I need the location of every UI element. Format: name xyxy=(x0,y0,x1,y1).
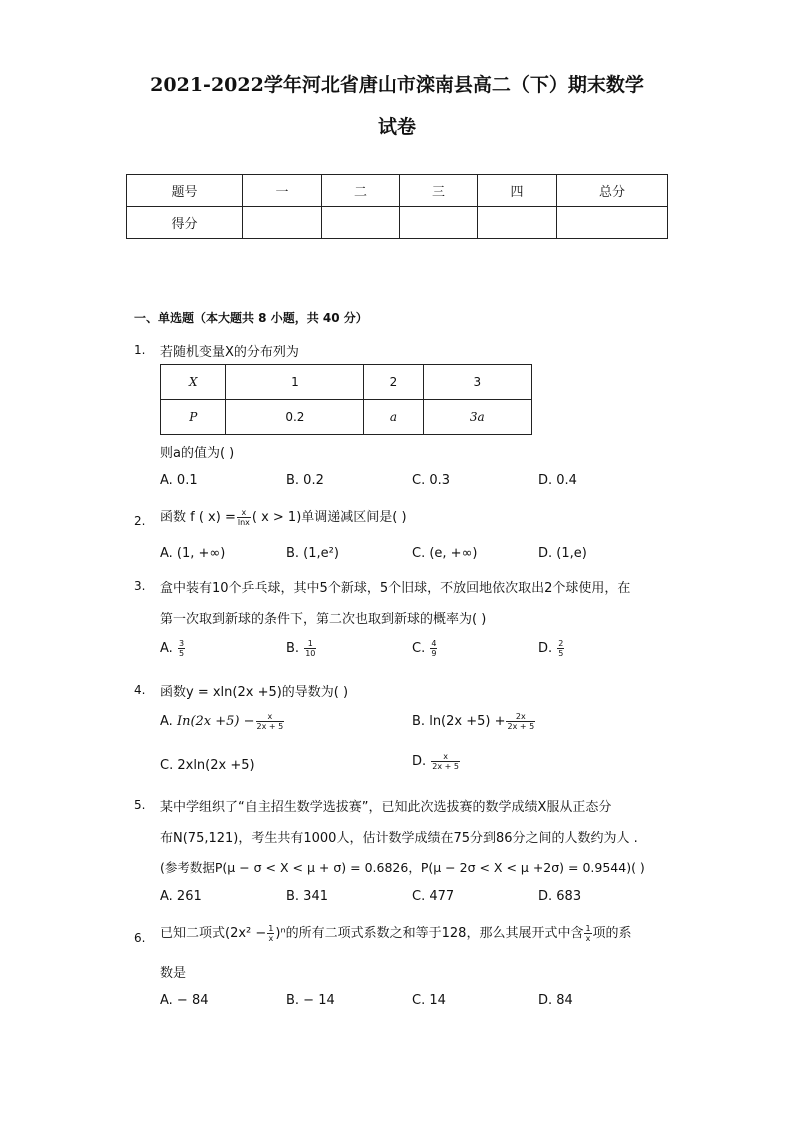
frac-den: x xyxy=(585,934,591,943)
dist-cell: 1 xyxy=(226,365,364,400)
dist-cell: 3 xyxy=(423,365,531,400)
question-stem xyxy=(160,506,407,527)
frac-num: x xyxy=(237,508,251,518)
option-c xyxy=(412,639,438,658)
option-label: B. xyxy=(412,714,426,729)
option-b xyxy=(286,639,317,658)
frac-num: 1 xyxy=(585,924,591,933)
option-d xyxy=(412,752,461,771)
frac-den: 2x + 5 xyxy=(432,762,459,771)
question-stem: 某中学组织了“自主招生数学选拔赛”，已知此次选拔赛的数学成绩X服从正态分 xyxy=(160,800,612,815)
section-heading: 一、单选题（本大题共 8 小题，共 40 分） xyxy=(134,311,368,325)
frac-num: 2 xyxy=(558,639,564,648)
score-table-row xyxy=(127,207,668,239)
frac-den: x xyxy=(268,934,274,943)
header-cell: 一 xyxy=(243,175,322,207)
option-b: B. − 14 xyxy=(286,993,335,1008)
option-expr: 2xln(2x +5) xyxy=(177,758,255,773)
option-c: C. 14 xyxy=(412,993,446,1008)
frac-num: 2x xyxy=(506,712,535,722)
stem-part: ( x > 1)单调递减区间是( ) xyxy=(251,510,407,525)
option-expr: In(2x +5) − xyxy=(176,714,255,729)
option-d: D. 0.4 xyxy=(538,473,577,488)
dist-cell: P xyxy=(161,400,226,435)
question-number: 4. xyxy=(134,683,146,697)
option-label: D. xyxy=(412,754,427,769)
option-d: D. 84 xyxy=(538,993,573,1008)
question-stem xyxy=(160,922,632,943)
option-a: A. (1, +∞) xyxy=(160,546,226,561)
row-label: 得分 xyxy=(127,207,243,239)
frac-num: x xyxy=(431,752,460,762)
frac-num: 1 xyxy=(268,924,274,933)
frac-den: 5 xyxy=(558,649,564,658)
stem-part: 函数 f ( x) = xyxy=(160,510,236,525)
question-stem: 布N(75,121)，考生共有1000人，估计数学成绩在75分到86分之间的人数约为人 . xyxy=(160,831,638,846)
frac-num: 4 xyxy=(431,639,437,648)
question-number: 6. xyxy=(134,931,146,945)
score-table-header xyxy=(127,175,668,207)
stem-part: )ⁿ的所有二项式系数之和等于128，那么其展开式中含 xyxy=(275,926,584,941)
score-cell xyxy=(557,207,668,239)
option-b: B. (1,e²) xyxy=(286,546,339,561)
frac-den: 5 xyxy=(178,649,185,658)
title-line2: 试卷 xyxy=(377,116,416,138)
question-number: 5. xyxy=(134,798,146,812)
option-label: A. xyxy=(160,641,173,656)
frac-den: 10 xyxy=(305,649,316,658)
header-cell: 总分 xyxy=(557,175,668,207)
question-stem: 盒中装有10个乒乓球，其中5个新球，5个旧球，不放回地依次取出2个球使用，在 xyxy=(160,581,631,596)
option-c: C. (e, +∞) xyxy=(412,546,478,561)
stem-part: 项的系 xyxy=(592,926,632,941)
score-table xyxy=(126,174,668,239)
header-cell: 题号 xyxy=(127,175,243,207)
question-number: 3. xyxy=(134,579,146,593)
option-c: C. 0.3 xyxy=(412,473,451,488)
option-d: D. 683 xyxy=(538,889,582,904)
option-c xyxy=(160,758,255,773)
option-b xyxy=(412,712,536,731)
question-stem: 数是 xyxy=(160,966,187,981)
dist-cell: 2 xyxy=(364,365,423,400)
stem-part: 已知二项式(2x² − xyxy=(160,926,267,941)
option-label: C. xyxy=(412,641,426,656)
option-d xyxy=(538,639,565,658)
title-line1: 2021-2022学年河北省唐山市滦南县高二（下）期末数学 xyxy=(150,74,644,96)
option-a: A. 261 xyxy=(160,889,202,904)
fraction xyxy=(237,508,251,527)
dist-cell: X xyxy=(161,365,226,400)
frac-num: 1 xyxy=(304,639,316,649)
frac-num: x xyxy=(256,712,285,722)
frac-den: lnx xyxy=(237,518,250,527)
option-b: B. 0.2 xyxy=(286,473,324,488)
option-label: D. xyxy=(538,641,553,656)
option-d: D. (1,e) xyxy=(538,546,587,561)
question-stem: 则a的值为( ) xyxy=(160,446,235,461)
header-cell: 四 xyxy=(478,175,557,207)
score-cell xyxy=(478,207,557,239)
frac-num: 3 xyxy=(178,639,185,648)
question-stem: 第一次取到新球的条件下，第二次也取到新球的概率为( ) xyxy=(160,612,487,627)
dist-cell: 3a xyxy=(423,400,531,435)
option-expr: ln(2x +5) + xyxy=(429,714,506,729)
question-stem: 若随机变量X的分布列为 xyxy=(160,345,299,360)
option-a xyxy=(160,712,285,731)
option-a: A. 0.1 xyxy=(160,473,198,488)
option-label: A. xyxy=(160,714,173,729)
dist-cell: 0.2 xyxy=(226,400,364,435)
option-label: C. xyxy=(160,758,174,773)
score-cell xyxy=(243,207,322,239)
frac-den: 9 xyxy=(431,649,437,658)
header-cell: 二 xyxy=(322,175,400,207)
question-number: 1. xyxy=(134,343,146,357)
option-b: B. 341 xyxy=(286,889,328,904)
option-c: C. 477 xyxy=(412,889,455,904)
dist-cell: a xyxy=(364,400,423,435)
score-cell xyxy=(322,207,400,239)
option-label: B. xyxy=(286,641,300,656)
question-stem: 函数y = xln(2x +5)的导数为( ) xyxy=(160,685,349,700)
score-cell xyxy=(400,207,478,239)
frac-den: 2x + 5 xyxy=(256,722,284,731)
option-a: A. − 84 xyxy=(160,993,209,1008)
question-stem: (参考数据P(μ − σ < X < μ + σ) = 0.6826，P(μ − 2σ < X < μ +2σ) = 0.9544)( ) xyxy=(160,860,645,875)
header-cell: 三 xyxy=(400,175,478,207)
distribution-table xyxy=(160,364,532,435)
option-a xyxy=(160,639,186,658)
question-number: 2. xyxy=(134,514,146,528)
frac-den: 2x + 5 xyxy=(507,722,535,731)
